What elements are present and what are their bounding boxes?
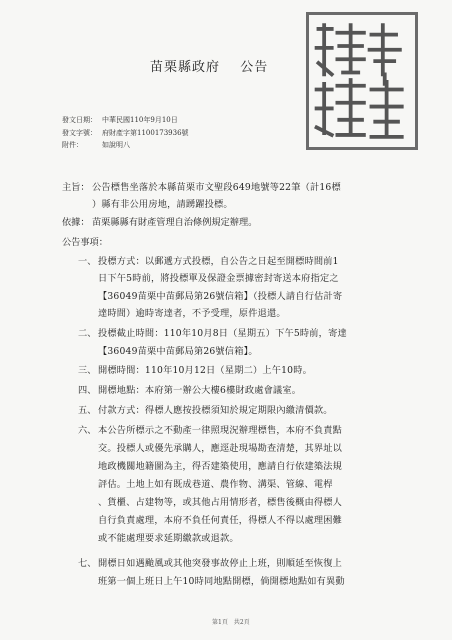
item-line: 投標截止時間：110年10月8日（星期五）下午5時前，寄達 bbox=[98, 328, 347, 339]
item-line: 本公告所標示之不動產一律照現況辦理標售，本府不負責點 bbox=[98, 425, 343, 436]
item-line: 地政機關地籍圖為主，得否建築使用，應請自行依建築法規 bbox=[98, 461, 343, 472]
item-line: 或不能處理要求延期繳款或退款。 bbox=[98, 533, 239, 544]
basis-label: 依據： bbox=[62, 217, 90, 228]
date-value: 中華民國110年9月10日 bbox=[102, 116, 178, 124]
item-number: 七、 bbox=[78, 558, 97, 569]
item-number: 三、 bbox=[78, 365, 97, 376]
seal-graphic bbox=[309, 15, 415, 147]
page-number: 第1頁 共2頁 bbox=[212, 619, 250, 626]
document-type: 公告 bbox=[240, 60, 269, 75]
item-line: 、貨櫃、占建物等，或其他占用情形者，標售後概由得標人 bbox=[98, 497, 343, 508]
item-line: 班第一個上班日上午10時同地點開標，倘開標地點如有異動 bbox=[98, 576, 345, 587]
item-line: 評估。土地上如有既成巷道、農作物、溝渠、管線、電桿 bbox=[98, 479, 333, 490]
item-line: 開標地點：本府第一辦公大樓6樓財政處會議室。 bbox=[98, 385, 302, 396]
subject-line: 公告標售坐落於本縣苗栗市文聖段649地號等22筆（計16標 bbox=[92, 182, 341, 193]
meta-date bbox=[62, 115, 178, 125]
date-label: 發文日期： bbox=[62, 116, 97, 124]
item-line: 付款方式：得標人應按投標須知於規定期限內繳清價款。 bbox=[98, 405, 333, 416]
basis-text: 苗栗縣縣有財產管理自治條例規定辦理。 bbox=[92, 217, 258, 228]
meta-attach bbox=[62, 140, 130, 150]
item-number: 六、 bbox=[78, 425, 97, 436]
attach-value: 如說明八 bbox=[102, 141, 130, 149]
ref-value: 府財產字第1100173936號 bbox=[102, 129, 189, 137]
agency-name: 苗栗縣政府 bbox=[150, 60, 221, 75]
official-seal bbox=[306, 12, 418, 150]
notice-label: 公告事項： bbox=[62, 237, 108, 248]
item-line: 【36049苗栗中苗郵局第26號信箱】。 bbox=[98, 346, 258, 357]
item-line: 交。投標人或優先承購人，應逕赴現場勘查清楚，其界址以 bbox=[98, 443, 343, 454]
item-number: 四、 bbox=[78, 385, 97, 396]
subject-label: 主旨： bbox=[62, 182, 90, 193]
subject-line: ）縣有非公用房地，請踴躍投標。 bbox=[92, 199, 233, 210]
document-title bbox=[150, 56, 268, 75]
item-number: 二、 bbox=[78, 328, 97, 339]
item-line: 投標方式：以郵遞方式投標，自公告之日起至開標時間前1 bbox=[98, 256, 339, 267]
item-line: 開標時間：110年10月12日（星期二）上午10時。 bbox=[98, 365, 312, 376]
item-line: 日下午5時前，將投標單及保證金票據密封寄送本府指定之 bbox=[98, 273, 339, 284]
item-line: 自行負責處理，本府不負任何責任，得標人不得以處理困難 bbox=[98, 515, 343, 526]
ref-label: 發文字號： bbox=[62, 129, 97, 137]
meta-ref bbox=[62, 128, 189, 138]
item-line: 開標日如遇颱風或其他突發事故停止上班，則順延至恢復上 bbox=[98, 558, 343, 569]
attach-label: 附件： bbox=[62, 141, 83, 149]
item-number: 一、 bbox=[78, 256, 97, 267]
item-line: 【36049苗栗中苗郵局第26號信箱】（投標人請自行估計寄 bbox=[98, 291, 343, 302]
item-number: 五、 bbox=[78, 405, 97, 416]
item-line: 達時間）逾時寄達者，不予受理，原件退還。 bbox=[98, 308, 286, 319]
